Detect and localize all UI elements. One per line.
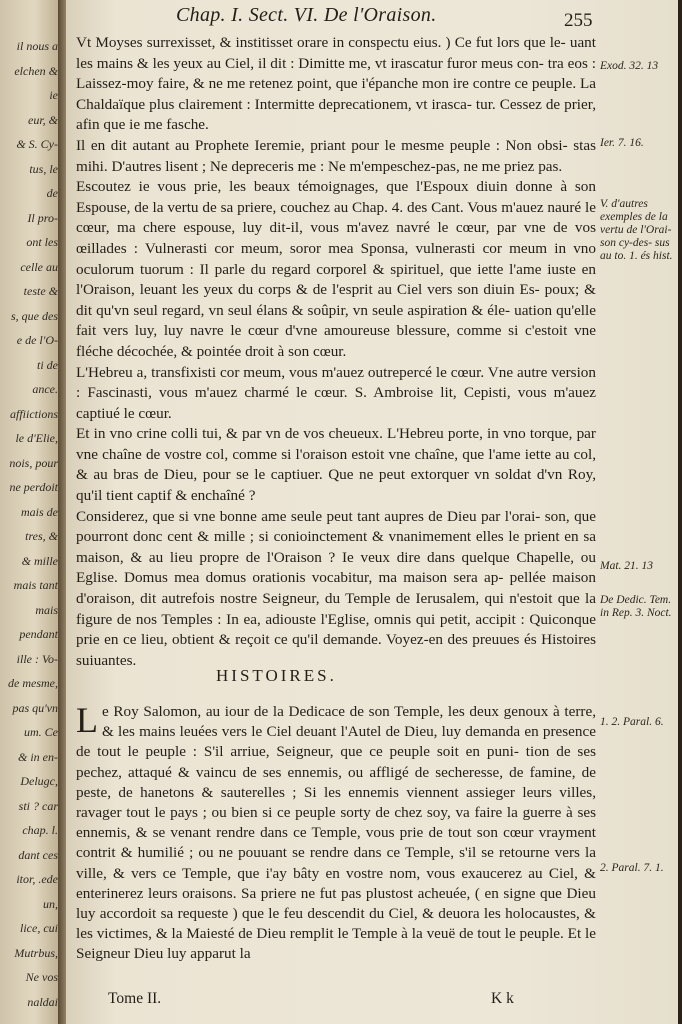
left-page-fragment: de mesme, [8,676,58,690]
left-page-fragment: il nous a [16,39,58,53]
history-text [76,702,596,965]
margin-note: V. d'autres exemples de la vertu de l'Orai- son cy-des- sus au to. 1. és hist. [600,198,673,262]
section-title: HISTOIRES. [216,666,337,685]
left-page-fragment: & mille [21,553,58,568]
main-text [76,33,596,671]
left-page-fragment: de [46,186,58,200]
left-page-fragment: e de l'O- [16,333,58,347]
margin-note: Mat. 21. 13 [600,560,654,572]
left-page-fragment: & S. Cy- [16,137,58,151]
left-page-fragment: Mutrbus, [14,945,58,960]
left-page-fragment: eur, & [28,112,58,127]
left-page-fragment: sti ? car [18,798,58,813]
footer-volume: Tome II. [108,990,162,1007]
left-page-fragment: tres, & [25,529,58,543]
left-page-fragment: mais tant [13,578,58,592]
left-page-fragment: le d'Elie, [15,431,58,445]
left-page-fragment: naldai [27,994,58,1009]
left-page-fragment: elchen & [14,63,58,78]
left-page-fragment: ie [49,88,58,102]
paragraph: Le Roy Salomon, au iour de la Dedicace de son Temple, les deux genoux à terre, & les mains leuées vers le Ciel deuant l'Autel de Dieu, luy demanda en presence de tout le peuple : S'il arriue, Seigneur, que ce peuple soit en puni- tion de ses pechez, attaqué & vaincu de ses ennemis, ou affligé de secheresse, de famine, de peste, de hanetons & sauterelles ; Si les ennemis viennent assieger leurs villes, ravager tout le pays ; ou bien si ce peuple sorty de chez soy, va faire la guerre à ses ennemis, & se venant rendre dans ce Temple, vous prie de tout son cœur vrayment contrit & humilié ; ou ne pouuant se rendre dans ce Temple, s'il se retourne vers la ville, & vers ce Temple, que i'ay bâty en vostre nom, vous exaucerez au Ciel, & enterinerez leurs oraisons. Sa priere ne fut pas plustost acheuée, ( en signe que Dieu luy accordoit sa requeste ) que le feu descendit du Ciel, & deuora les holocaustes, & les victimes, & la Maiesté de Dieu remplit le Temple à la veuë de tout le peuple. Et le Seigneur Dieu luy apparut la [76,700,596,963]
left-page-edge [0,0,62,1024]
left-page-fragment: teste & [23,284,58,298]
paragraph: Et in vno crine colli tui, & par vn de vos cheueux. L'Hebreu porte, in vno torque, par vne chaîne de vostre col, comme si l'oraison estoit vne chaîne, que l'ame iette au col, & au bras de Dieu, pour se le captiuer. Que ne peut extorquer vn soldat d'vn Roy, qu'il tient captif & enchaîné ? [76,425,596,505]
left-page-fragment: pendant [19,627,58,641]
left-page-fragment: pas qu'vn [12,700,58,715]
left-page-fragment: ne perdoit [9,480,58,494]
left-page-fragment: um. Ce [24,725,58,739]
left-page-fragment: itor, .ede [16,872,58,886]
left-page-fragment: mais de [21,504,58,519]
left-page-fragment: s, que des [11,308,58,323]
left-page-fragment: celle au [20,259,58,274]
left-page-fragment: ont les [26,235,58,249]
left-page-fragment: affiictions [10,406,58,421]
left-page-fragment: lice, cui [20,921,58,935]
paragraph: Vt Moyses surrexisset, & institisset orare in conspectu eius. ) Ce fut lors que le- uant les mains & les yeux au Ciel, il dit : Dimitte me, vt irascatur furor meus con- tra eos : Laissez-moy faire, & ne me retenez point, que i'épanche mon ire contre ce peuple. La Chaldaïque plus clairement : Intermitte deprecationem, vt irasca- tur. Cessez de prier, afin que ie me fasche. [76,34,596,134]
left-page-fragment: & in en- [18,749,58,764]
left-page-fragment: ti de [37,357,58,372]
left-page-fragment: Il pro- [27,210,58,225]
page-number: 255 [564,10,593,31]
left-page-fragment: chap. l. [22,823,58,837]
right-page [66,0,678,1024]
left-page-fragment: ance. [32,382,58,396]
left-page-fragment: ille : Vo- [16,651,58,666]
left-page-fragment: dant ces [18,847,58,862]
paragraph: Considerez, que si vne bonne ame seule peut tant aupres de Dieu par l'orai- son, que pourront donc cent & mille ; si conioinctement & vnanimement elles le prient en sa maison, & au lieu propre de l'Oraison ? Ie veux dire dans quelque Chapelle, ou Eglise. Domus mea domus orationis vocabitur, ma maison sera ap- pellée maison d'oraison, dit autrefois nostre Seigneur, du Temple de Ierusalem, qui n'estoit que la figure de nos Temples : In ea, adiouste l'Eglise, omnis qui petit, accipit : Quiconque prie en ce lieu, obtient & reçoit ce qu'il demande. Voyez-en des preuues és Histoires suiuantes. [76,507,596,669]
paragraph: L'Hebreu a, transfixisti cor meum, vous m'auez outrepercé le cœur. Vne autre version : Fascinasti, vous m'auez charmé le cœur. S. Ambroise lit, Cepisti, vous m'auez captiué le cœur. [76,363,596,422]
left-page-fragment: mais [35,602,58,617]
left-page-fragment: tus, le [29,161,58,176]
paragraph: Escoutez ie vous prie, les beaux témoignages, que l'Espoux diuin donne à son Espouse, de la vertu de sa priere, couchez au Chap. 4. des Cant. Vous m'auez nauré le cœur, ma chere espouse, luy dit-il, vous m'avez navré le cœur, par vne de vos œillades : Vulnerasti cor meum, soror mea Sponsa, vulnerasti cor meum in vno oculorum tuorum : Il parle du regard corporel & spirituel, que iette l'ame iuste en l'Oraison, leuant les yeux du corps & de l'esprit au Ciel vers son diuin Es- poux; & dit qu'vn seul regard, vn seul élans & soûpir, vn seule aspiration & éle- uation qu'elle fait vers luy, luy navre le cœur d'vne amoureuse blessure, comme si c'estoit vne fléche décochée, & pointée droit à son cœur. [76,178,596,360]
left-page-fragment: un, [43,896,58,911]
footer-signature: K k [491,990,514,1007]
margin-note: Ier. 7. 16. [600,137,644,149]
left-page-fragment: Ne vos [25,970,58,984]
left-page-fragment: Delugc, [20,774,58,788]
left-page-fragment: nois, pour [9,455,58,470]
margin-note: 1. 2. Paral. 6. [600,716,664,728]
running-header: Chap. I. Sect. VI. De l'Oraison. [176,4,437,26]
margin-note: 2. Paral. 7. 1. [600,862,664,874]
paragraph: Il en dit autant au Prophete Ieremie, priant pour le mesme peuple : Non obsi- stas mihi. D'autres lisent ; Ne depreceris me : Ne m'empeschez-pas, ne me priez pas. [76,136,596,175]
margin-note: Exod. 32. 13 [600,60,659,72]
margin-note: De Dedic. Tem. in Rep. 3. Noct. [600,594,672,619]
